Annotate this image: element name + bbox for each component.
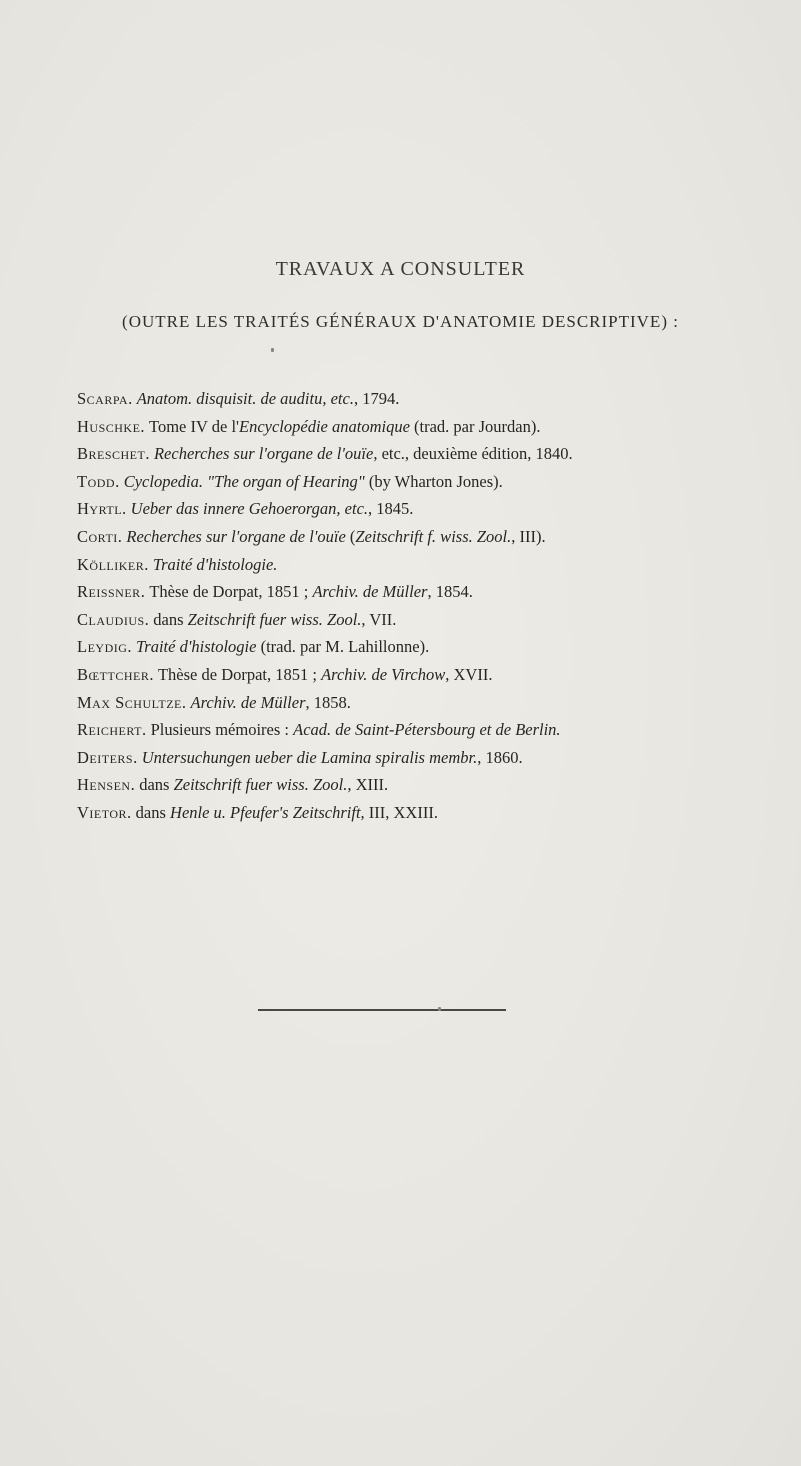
reference-author: Reissner .: [77, 582, 145, 601]
reference-entry: [77, 771, 792, 799]
reference-text: Recherches sur l'organe de l'ouïe, etc., deuxième édition, 1840.: [153, 444, 573, 464]
reference-entry: [77, 385, 792, 413]
reference-text: Ueber das innere Gehoerorgan, etc., 1845.: [130, 499, 414, 519]
reference-entry: [77, 413, 792, 441]
reference-entry: [77, 578, 792, 606]
reference-author: Hyrtl .: [77, 499, 127, 518]
reference-text: Untersuchungen ueber die Lamina spiralis membr., 1860.: [141, 747, 523, 767]
reference-text: Cyclopedia. "The organ of Hearing" (by Wharton Jones).: [123, 471, 503, 491]
reference-author: Deiters .: [77, 748, 138, 767]
print-speck: [438, 1007, 441, 1011]
reference-text: dans Henle u. Pfeufer's Zeitschrift, III, XXIII.: [135, 802, 438, 822]
reference-text: Thèse de Dorpat, 1851 ; Archiv. de Müller, 1854.: [149, 582, 473, 602]
reference-entry: [77, 799, 792, 827]
print-speck: [271, 348, 274, 352]
reference-entry: [77, 468, 792, 496]
reference-text: Traité d'histologie.: [152, 554, 278, 574]
reference-text: Archiv. de Müller, 1858.: [190, 692, 351, 712]
reference-author: Reichert .: [77, 720, 147, 739]
reference-text: Plusieurs mémoires : Acad. de Saint-Pétersbourg et de Berlin.: [150, 720, 561, 740]
reference-list: [77, 385, 792, 827]
reference-entry: [77, 551, 792, 579]
reference-text: Thèse de Dorpat, 1851 ; Archiv. de Virchow, XVII.: [157, 664, 493, 684]
reference-entry: [77, 606, 792, 634]
reference-author: Scarpa .: [77, 389, 133, 408]
reference-text: dans Zeitschrift fuer wiss. Zool., XIII.: [139, 775, 389, 795]
reference-author: Hensen .: [77, 775, 135, 794]
reference-text: Traité d'histologie (trad. par M. Lahillonne).: [136, 637, 430, 657]
reference-entry: [77, 440, 792, 468]
reference-entry: [77, 689, 792, 717]
reference-author: Huschke .: [77, 417, 145, 436]
reference-author: Bœttcher .: [77, 665, 154, 684]
reference-entry: [77, 661, 792, 689]
reference-author: Max Schultze .: [77, 693, 186, 712]
reference-author: Corti .: [77, 527, 122, 546]
section-divider: [258, 1009, 506, 1011]
reference-text: dans Zeitschrift fuer wiss. Zool., VII.: [153, 609, 397, 629]
reference-author: Claudius .: [77, 610, 149, 629]
reference-text: Recherches sur l'organe de l'ouïe (Zeitschrift f. wiss. Zool., III).: [126, 526, 546, 546]
reference-author: Leydig .: [77, 637, 132, 656]
page-subtitle: (OUTRE LES TRAITÉS GÉNÉRAUX D'ANATOMIE DESCRIPTIVE) :: [122, 312, 679, 331]
reference-entry: [77, 523, 792, 551]
reference-author: Vietor .: [77, 803, 132, 822]
reference-text: Anatom. disquisit. de auditu, etc., 1794.: [136, 389, 400, 408]
reference-entry: [77, 744, 792, 772]
reference-entry: [77, 495, 792, 523]
reference-author: Kölliker .: [77, 555, 149, 574]
page-title: TRAVAUX A CONSULTER: [275, 258, 526, 280]
reference-entry: [77, 716, 792, 744]
reference-author: Todd .: [77, 472, 120, 491]
reference-author: Breschet .: [77, 444, 150, 463]
reference-text: Tome IV de l'Encyclopédie anatomique (trad. par Jourdan).: [149, 416, 541, 436]
reference-entry: [77, 633, 792, 661]
